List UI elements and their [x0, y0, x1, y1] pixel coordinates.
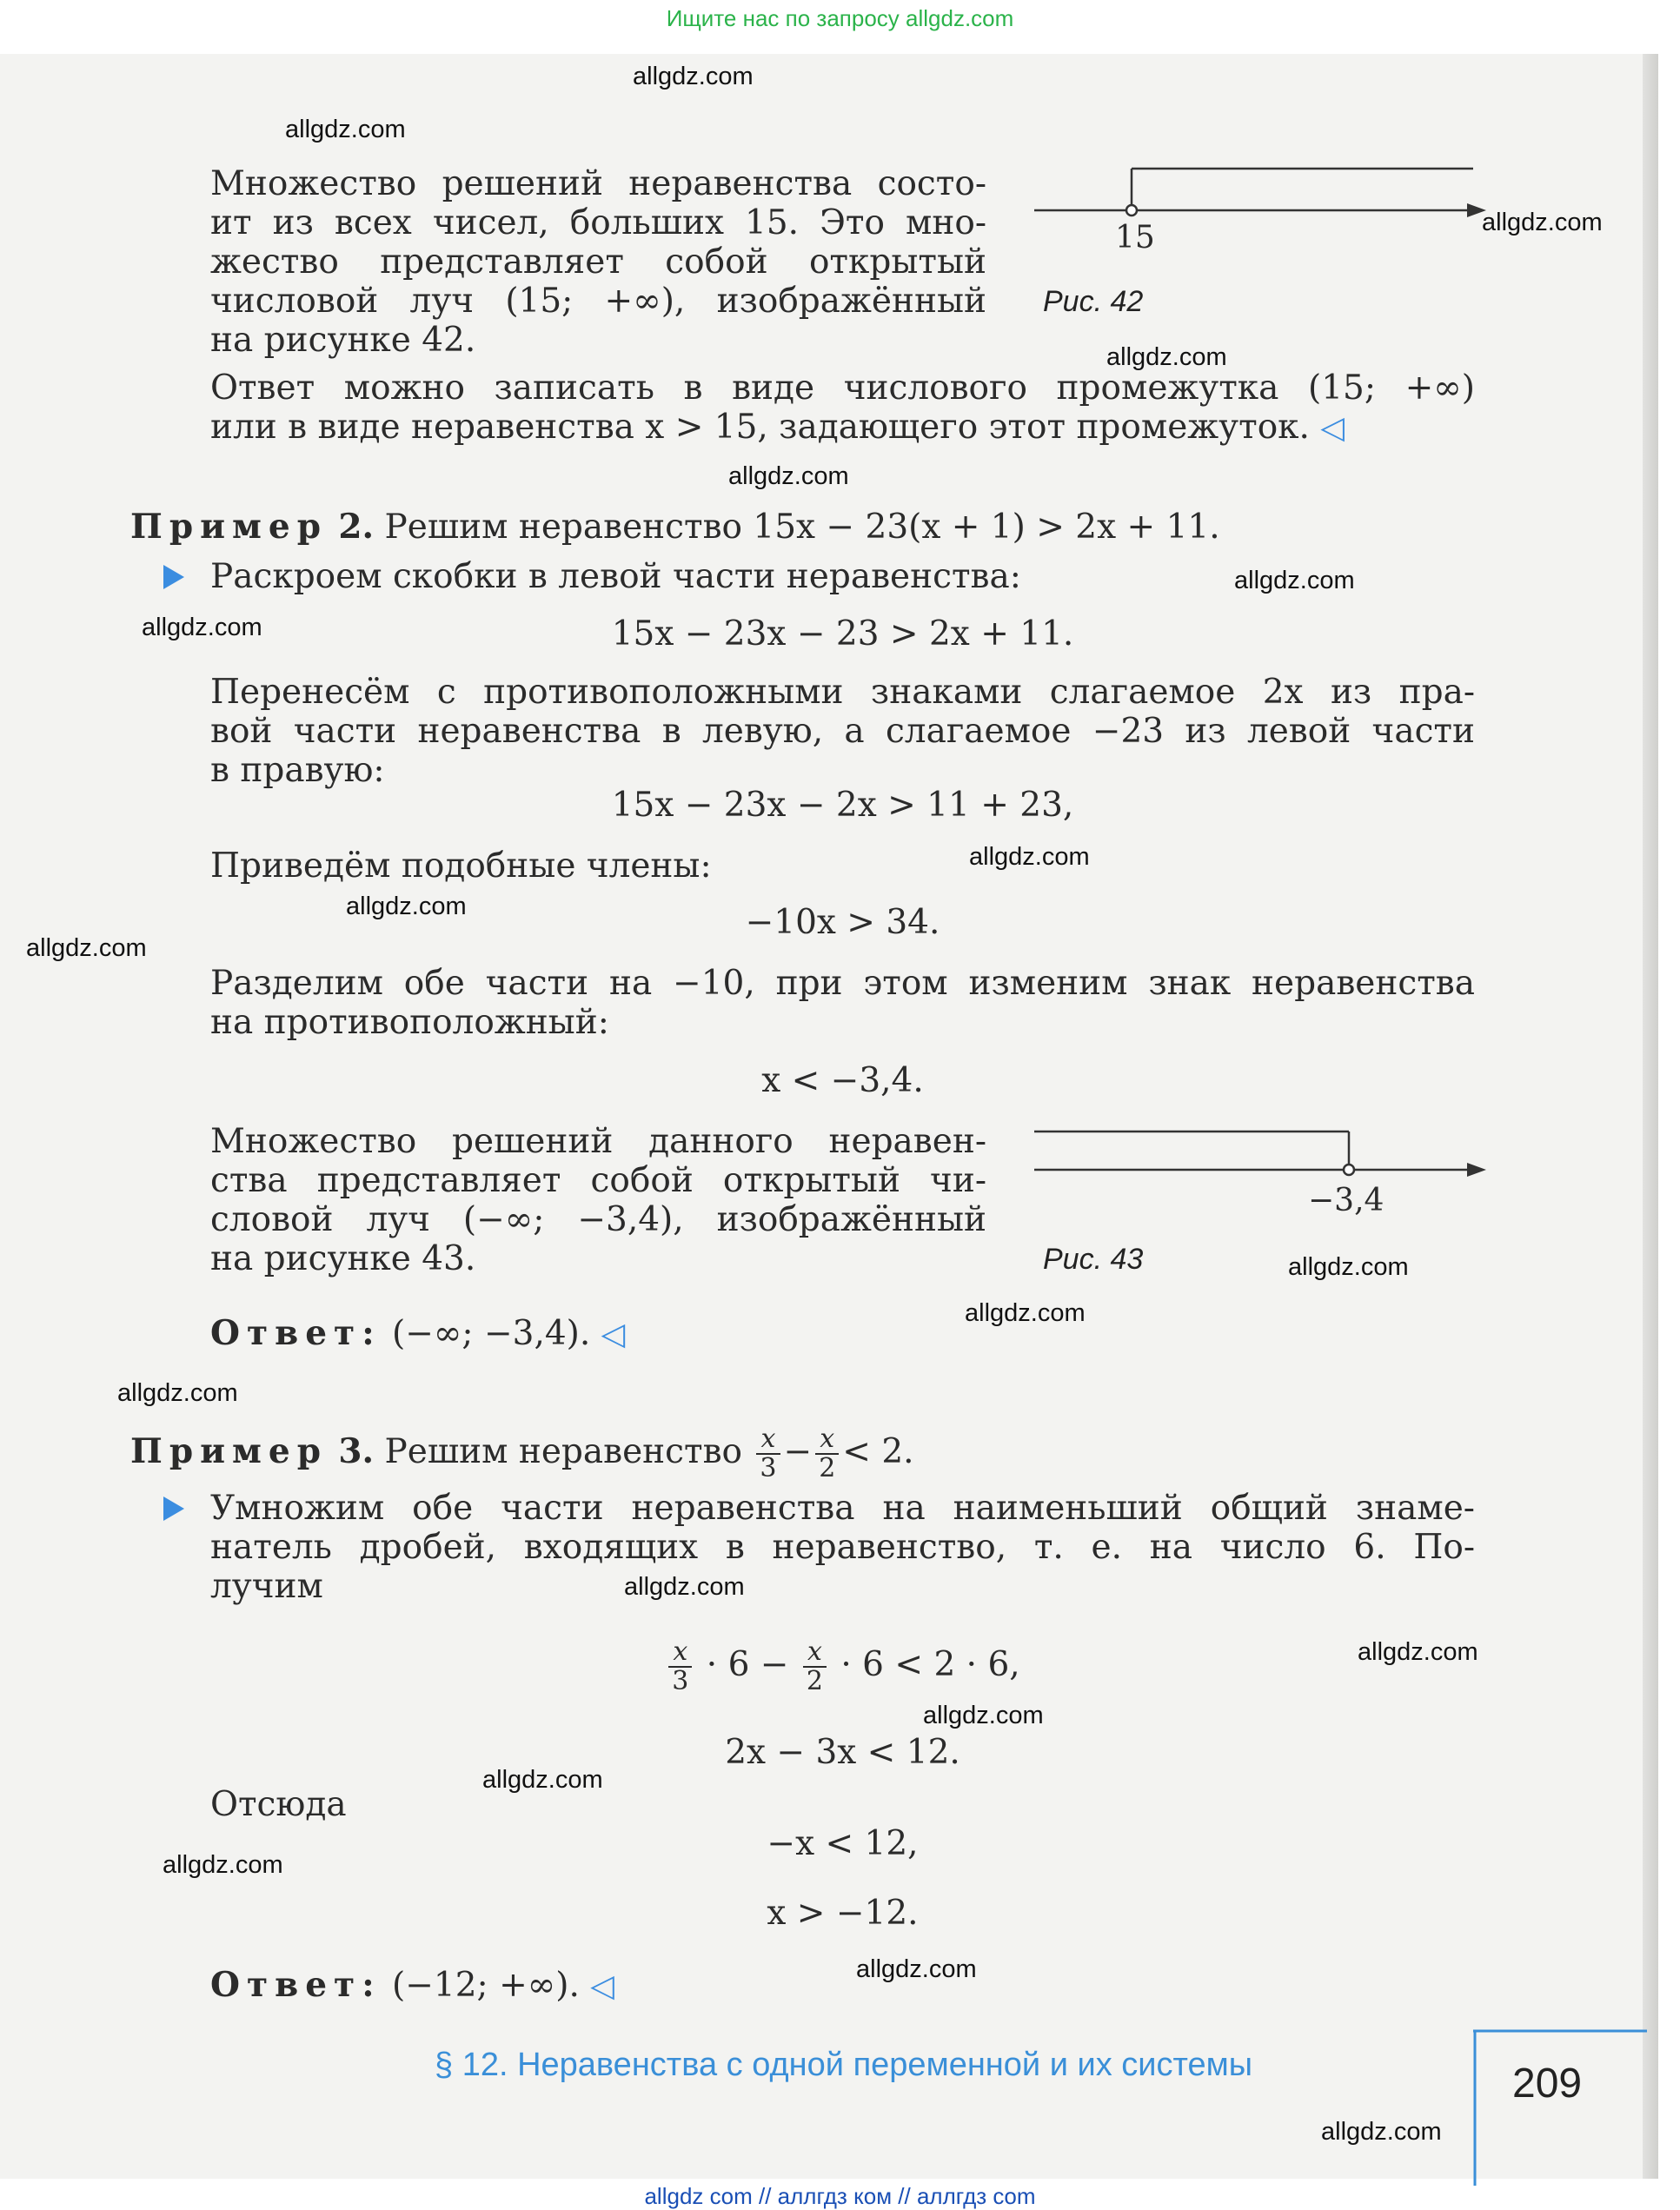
end-mark-icon: ◁ [1320, 410, 1345, 446]
example2-step5-line-1: Множество решений данного неравен- [210, 1122, 986, 1161]
fig42-point-label: 15 [1115, 220, 1155, 256]
frac-numerator: x [668, 1638, 692, 1668]
example2-heading-text: Решим неравенство 15x − 23(x + 1) > 2x + 11. [384, 508, 1220, 547]
eq1-end: · 6 < 2 · 6, [840, 1645, 1020, 1684]
watermark: allgdz.com [142, 614, 262, 641]
top-banner[interactable]: Ищите нас по запросу allgdz.com [666, 5, 1014, 31]
bullet-arrow-icon [163, 1497, 184, 1521]
watermark: allgdz.com [285, 116, 406, 143]
intro-line-1: Множество решений неравенства состо- [210, 164, 986, 203]
frac-denominator: 3 [760, 1453, 777, 1483]
fraction-x-over-2 [815, 1425, 839, 1483]
fraction-x-over-3 [756, 1425, 780, 1483]
fig43-point-label: −3,4 [1308, 1183, 1385, 1218]
example2-eq3: −10x > 34. [745, 903, 940, 942]
watermark: allgdz.com [1234, 567, 1355, 594]
example3-eq3: −x < 12, [767, 1824, 919, 1863]
watermark: allgdz.com [1321, 2118, 1442, 2146]
minus-sign: − [783, 1432, 813, 1471]
example2-heading [130, 508, 1220, 547]
bullet-arrow-icon [163, 565, 184, 589]
watermark: allgdz.com [965, 1299, 1086, 1327]
example3-answer-word: Ответ: [210, 1965, 382, 2005]
example3-rhs: < 2. [842, 1432, 914, 1471]
watermark: allgdz.com [163, 1851, 283, 1879]
page-number-bracket [1473, 2029, 1647, 2186]
fig42-open-point [1126, 205, 1137, 216]
example3-step1-line-2: натель дробей, входящих в неравенство, т. е. на число 6. По- [210, 1528, 1475, 1567]
watermark: allgdz.com [728, 462, 849, 490]
fig43-open-point [1344, 1165, 1354, 1175]
bottom-banner[interactable]: allgdz com // аллгдз ком // аллгдз com [644, 2183, 1036, 2209]
example2-heading-num: 2. [338, 507, 375, 547]
fig43-arrowhead [1467, 1163, 1486, 1177]
watermark: allgdz.com [1106, 343, 1227, 371]
page-edge [1643, 54, 1658, 2179]
intro-line-4: числовой луч (15; +∞), изображённый [210, 282, 986, 321]
frac-numerator: x [803, 1638, 827, 1668]
example2-step2-line-3: в правую: [210, 751, 385, 790]
frac-denominator: 2 [806, 1666, 823, 1696]
example3-heading-num: 3. [338, 1431, 375, 1471]
watermark: allgdz.com [1288, 1253, 1409, 1281]
frac-denominator: 2 [819, 1453, 836, 1483]
example2-answer-value: (−∞; −3,4). [392, 1314, 591, 1353]
example2-heading-word: Пример [130, 507, 328, 547]
watermark: allgdz.com [923, 1702, 1044, 1729]
watermark: allgdz.com [346, 893, 467, 920]
watermark: allgdz.com [117, 1379, 238, 1407]
example3-step1-line-1: Умножим обе части неравенства на наименьший общий знаме- [210, 1489, 1475, 1528]
example2-step4-line-2: на противоположный: [210, 1003, 609, 1042]
watermark: allgdz.com [26, 934, 147, 962]
watermark: allgdz.com [1358, 1638, 1478, 1666]
frac-numerator: x [815, 1425, 839, 1455]
example2-step4-line-1: Разделим обе части на −10, при этом изменим знак неравенства [210, 964, 1475, 1003]
page-number: 209 [1512, 2061, 1583, 2107]
example3-answer [210, 1966, 614, 2006]
example2-step1: Раскроем скобки в левой части неравенства: [210, 557, 1021, 596]
example2-eq1: 15x − 23x − 23 > 2x + 11. [611, 614, 1074, 654]
example3-heading [130, 1425, 914, 1483]
end-mark-icon: ◁ [601, 1317, 626, 1352]
example2-answer-word: Ответ: [210, 1313, 382, 1353]
example3-eq4: x > −12. [767, 1894, 919, 1933]
eq1-mid: · 6 − [706, 1645, 789, 1684]
intro-line-3: жество представляет собой открытый [210, 242, 986, 282]
intro-answer-text: или в виде неравенства x > 15, задающего этот промежуток. [210, 408, 1310, 447]
end-mark-icon: ◁ [590, 1968, 614, 2004]
example3-step2: Отсюда [210, 1785, 347, 1824]
example3-answer-value: (−12; +∞). [392, 1966, 580, 2005]
example3-eq1 [210, 1638, 1475, 1696]
intro-answer-line-1: Ответ можно записать в виде числового промежутка (15; +∞) [210, 368, 1475, 408]
watermark: allgdz.com [856, 1955, 977, 1983]
example2-step5-line-4: на рисунке 43. [210, 1239, 476, 1278]
section-title-footer: § 12. Неравенства с одной переменной и их системы [435, 2047, 1253, 2083]
example3-heading-text: Решим неравенство [384, 1432, 743, 1471]
figure-42-number-line [1034, 156, 1486, 226]
fraction-x-over-2 [803, 1638, 827, 1696]
fig43-caption: Рис. 43 [1043, 1243, 1144, 1276]
example2-answer [210, 1314, 625, 1354]
example3-eq2: 2x − 3x < 12. [725, 1733, 960, 1772]
example2-step5-line-3: словой луч (−∞; −3,4), изображённый [210, 1200, 986, 1239]
fraction-x-over-3 [668, 1638, 692, 1696]
example2-eq2: 15x − 23x − 2x > 11 + 23, [611, 786, 1074, 825]
watermark: allgdz.com [969, 843, 1090, 871]
example3-step1-line-3: лучим [210, 1567, 323, 1606]
example2-step5-line-2: ства представляет собой открытый чи- [210, 1161, 986, 1200]
intro-answer-line-2 [210, 408, 1345, 448]
example2-step2-line-1: Перенесём с противоположными знаками слагаемое 2x из пра- [210, 673, 1475, 712]
figure-43-number-line [1034, 1121, 1486, 1191]
example2-step3: Приведём подобные члены: [210, 846, 712, 886]
watermark: allgdz.com [482, 1766, 603, 1794]
watermark: allgdz.com [633, 63, 754, 90]
intro-line-5: на рисунке 42. [210, 321, 476, 360]
watermark: allgdz.com [624, 1573, 745, 1601]
frac-denominator: 3 [672, 1666, 689, 1696]
frac-numerator: x [756, 1425, 780, 1455]
example3-heading-word: Пример [130, 1431, 328, 1471]
intro-line-2: ит из всех чисел, больших 15. Это мно- [210, 203, 986, 242]
watermark: allgdz.com [1482, 209, 1603, 236]
example2-eq4: x < −3,4. [761, 1061, 924, 1100]
example2-step2-line-2: вой части неравенства в левую, а слагаемое −23 из левой части [210, 712, 1475, 751]
fig42-caption: Рис. 42 [1043, 285, 1144, 318]
